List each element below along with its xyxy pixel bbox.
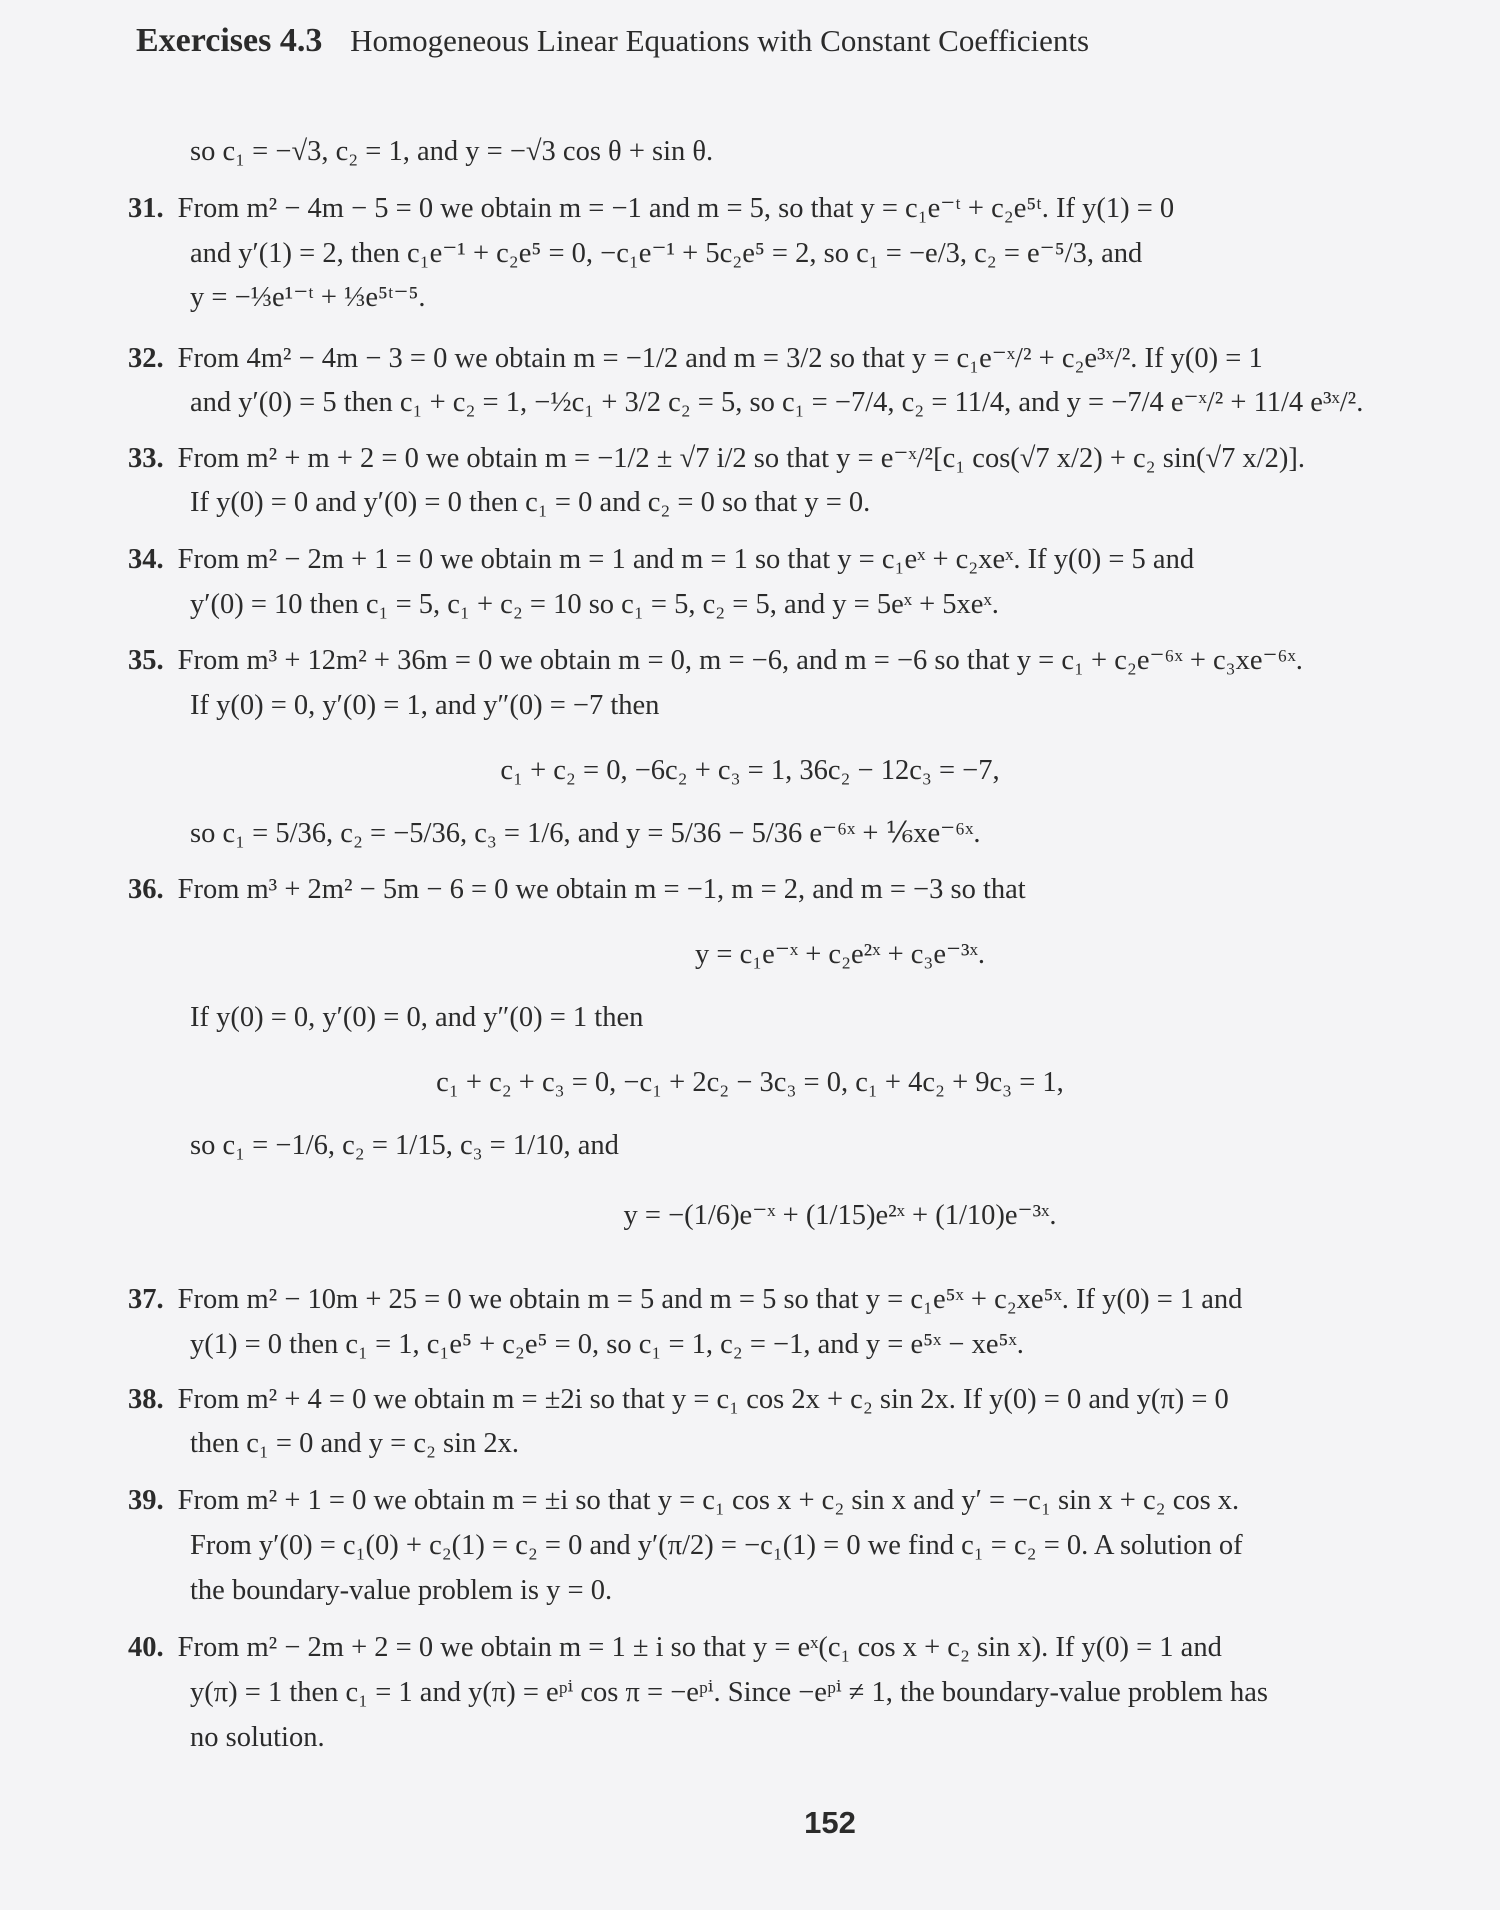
problem-number: 39.	[128, 1485, 164, 1516]
text-line: and y′(1) = 2, then c₁e⁻¹ + c₂e⁵ = 0, −c₁e⁻¹ + 5c₂e⁵ = 2, so c₁ = −e/3, c₂ = e⁻⁵/3, and	[190, 238, 1143, 269]
text-line: y(π) = 1 then c₁ = 1 and y(π) = eᵖⁱ cos π = −eᵖⁱ. Since −eᵖⁱ ≠ 1, the boundary-value problem has	[190, 1677, 1268, 1708]
section-number: Exercises 4.3	[136, 22, 323, 59]
problem-32: 32. From 4m² − 4m − 3 = 0 we obtain m = −1/2 and m = 3/2 so that y = c₁e⁻ˣ/² + c₂e³ˣ/². If y(0) = 1	[128, 343, 1263, 374]
display-equation: c₁ + c₂ = 0, −6c₂ + c₃ = 1, 36c₂ − 12c₃ = −7,	[500, 755, 1000, 786]
display-equation: y = −(1/6)e⁻ˣ + (1/15)e²ˣ + (1/10)e⁻³ˣ.	[623, 1200, 1057, 1231]
problem-number: 38.	[128, 1384, 164, 1415]
text-line: If y(0) = 0, y′(0) = 1, and y″(0) = −7 then	[190, 690, 660, 721]
problem-34: 34. From m² − 2m + 1 = 0 we obtain m = 1 and m = 1 so that y = c₁eˣ + c₂xeˣ. If y(0) = 5 and	[128, 544, 1195, 575]
problem-number: 33.	[128, 443, 164, 474]
problem-number: 32.	[128, 343, 164, 374]
text-line: From y′(0) = c₁(0) + c₂(1) = c₂ = 0 and y′(π/2) = −c₁(1) = 0 we find c₁ = c₂ = 0. A solution of	[190, 1530, 1243, 1561]
text-line: so c₁ = 5/36, c₂ = −5/36, c₃ = 1/6, and y = 5/36 − 5/36 e⁻⁶ˣ + ⅙xe⁻⁶ˣ.	[190, 818, 981, 849]
problem-number: 40.	[128, 1632, 164, 1663]
text-line: If y(0) = 0, y′(0) = 0, and y″(0) = 1 then	[190, 1002, 644, 1033]
problem-35: 35. From m³ + 12m² + 36m = 0 we obtain m = 0, m = −6, and m = −6 so that y = c₁ + c₂e⁻⁶ˣ + c₃xe⁻⁶ˣ.	[128, 645, 1303, 676]
page-header	[136, 22, 1089, 60]
problem-number: 31.	[128, 193, 164, 224]
text-line: so c₁ = −1/6, c₂ = 1/15, c₃ = 1/10, and	[190, 1130, 619, 1161]
text-line: If y(0) = 0 and y′(0) = 0 then c₁ = 0 and c₂ = 0 so that y = 0.	[190, 487, 871, 518]
problem-36: 36. From m³ + 2m² − 5m − 6 = 0 we obtain m = −1, m = 2, and m = −3 so that	[128, 874, 1026, 905]
text-line: no solution.	[190, 1722, 325, 1753]
problem-31: 31. From m² − 4m − 5 = 0 we obtain m = −1 and m = 5, so that y = c₁e⁻ᵗ + c₂e⁵ᵗ. If y(1) = 0	[128, 193, 1175, 224]
display-equation: y = c₁e⁻ˣ + c₂e²ˣ + c₃e⁻³ˣ.	[695, 939, 985, 970]
problem-number: 34.	[128, 544, 164, 575]
text-line: the boundary-value problem is y = 0.	[190, 1575, 613, 1606]
text-line: y = −⅓e¹⁻ᵗ + ⅓e⁵ᵗ⁻⁵.	[190, 282, 426, 313]
text-line: and y′(0) = 5 then c₁ + c₂ = 1, −½c₁ + 3/2 c₂ = 5, so c₁ = −7/4, c₂ = 11/4, and y = −7/4 e⁻ˣ/² + 11/4 e³ˣ/².	[190, 387, 1364, 418]
problem-number: 36.	[128, 874, 164, 905]
problem-40: 40. From m² − 2m + 2 = 0 we obtain m = 1 ± i so that y = eˣ(c₁ cos x + c₂ sin x). If y(0) = 1 and	[128, 1632, 1222, 1663]
problem-39: 39. From m² + 1 = 0 we obtain m = ±i so that y = c₁ cos x + c₂ sin x and y′ = −c₁ sin x + c₂ cos x.	[128, 1485, 1240, 1516]
text-line: y(1) = 0 then c₁ = 1, c₁e⁵ + c₂e⁵ = 0, so c₁ = 1, c₂ = −1, and y = e⁵ˣ − xe⁵ˣ.	[190, 1329, 1024, 1360]
problem-37: 37. From m² − 10m + 25 = 0 we obtain m = 5 and m = 5 so that y = c₁e⁵ˣ + c₂xe⁵ˣ. If y(0) = 1 and	[128, 1284, 1243, 1315]
text-line: so c₁ = −√3, c₂ = 1, and y = −√3 cos θ + sin θ.	[190, 136, 714, 167]
problem-number: 37.	[128, 1284, 164, 1315]
text-line: y′(0) = 10 then c₁ = 5, c₁ + c₂ = 10 so c₁ = 5, c₂ = 5, and y = 5eˣ + 5xeˣ.	[190, 589, 999, 620]
page-number: 152	[804, 1805, 856, 1840]
problem-33: 33. From m² + m + 2 = 0 we obtain m = −1/2 ± √7 i/2 so that y = e⁻ˣ/²[c₁ cos(√7 x/2) + c₂ sin(√7 x/2)].	[128, 443, 1306, 474]
problem-38: 38. From m² + 4 = 0 we obtain m = ±2i so that y = c₁ cos 2x + c₂ sin 2x. If y(0) = 0 and y(π) = 0	[128, 1384, 1229, 1415]
problem-number: 35.	[128, 645, 164, 676]
text-line: then c₁ = 0 and y = c₂ sin 2x.	[190, 1428, 520, 1459]
display-equation: c₁ + c₂ + c₃ = 0, −c₁ + 2c₂ − 3c₃ = 0, c₁ + 4c₂ + 9c₃ = 1,	[436, 1067, 1064, 1098]
section-title: Homogeneous Linear Equations with Constant Coefficients	[350, 23, 1090, 58]
